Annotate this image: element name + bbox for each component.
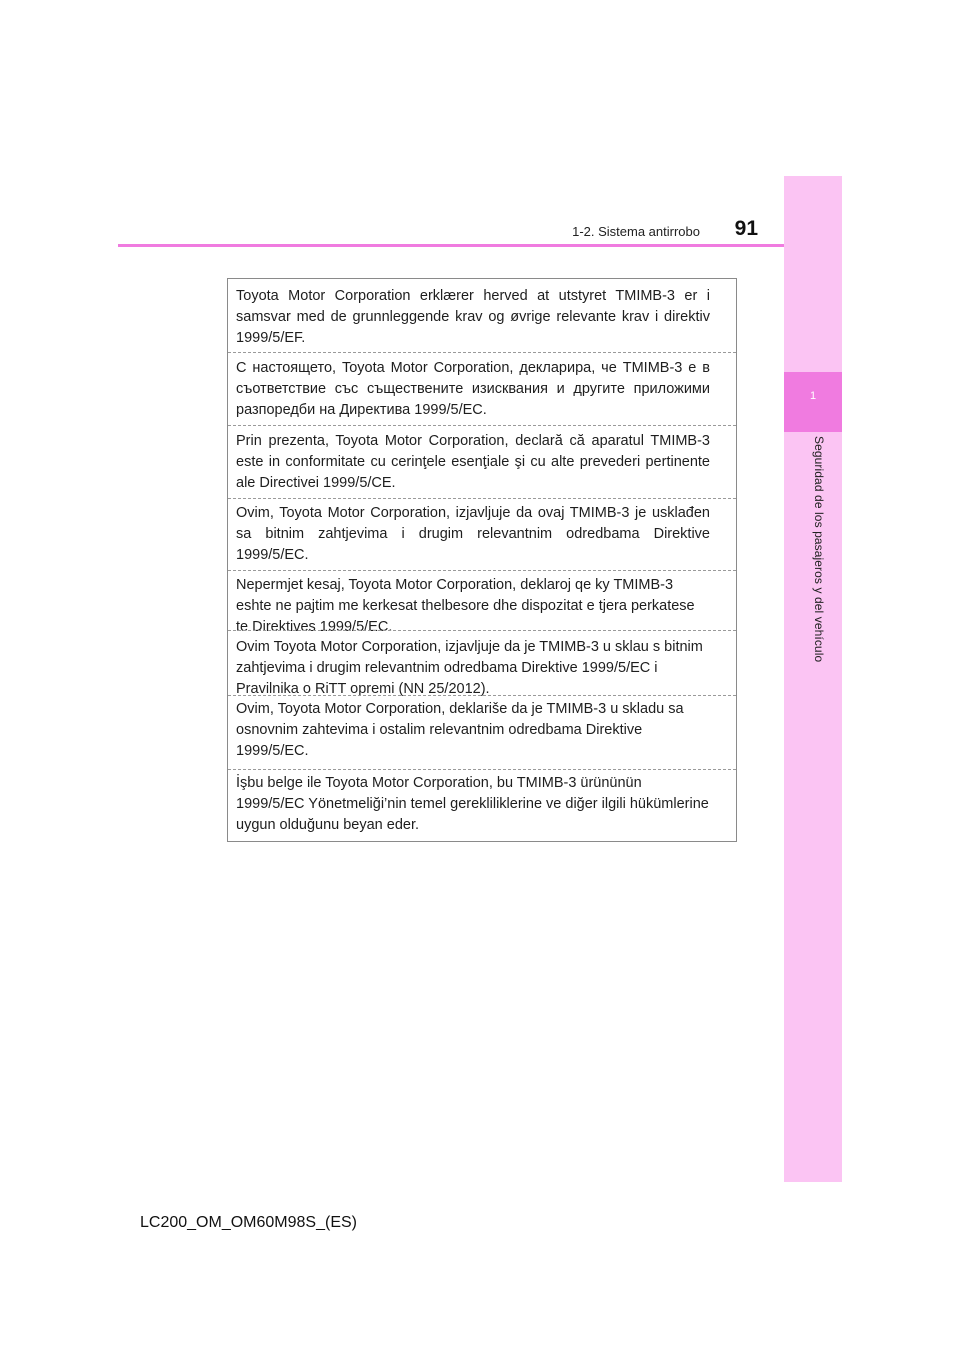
section-title: 1-2. Sistema antirrobo [572,224,700,239]
declaration-serbian: Ovim, Toyota Motor Corporation, deklariše da je TMIMB-3 u skladu sa osnovnim zahtevima i ostalim relevantnim odredbama Direktive 1999/5/EC. [236,701,684,759]
declaration-bosnian: Ovim, Toyota Motor Corporation, izjavljuje da ovaj TMIMB-3 je usklađen sa bitnim zahtjevima i drugim relevantnim odredbama Direktive 1999/5/EC. [236,505,710,563]
separator [228,352,736,353]
document-code: LC200_OM_OM60M98S_(ES) [140,1214,357,1231]
separator [228,695,736,696]
page-number: 91 [734,217,758,240]
declaration-norwegian: Toyota Motor Corporation erklærer herved at utstyret TMIMB-3 er i samsvar med de grunnleggende krav og øvrige relevante krav i direktiv 1999/5/EF. [236,288,710,346]
declaration-bulgarian: С настоящето, Toyota Motor Corporation, декларира, че TMIMB-3 е в съответствие със съществените изисквания и другите приложими разпоредби на Директива 1999/5/EC. [236,360,710,418]
separator [228,425,736,426]
separator [228,769,736,770]
header-rule [118,244,784,247]
chapter-number: 1 [809,390,817,402]
separator [228,570,736,571]
declarations-box [227,278,737,842]
declaration-turkish: İşbu belge ile Toyota Motor Corporation, bu TMIMB-3 ürününün 1999/5/EC Yönetmeliği’nin temel gerekliliklerine ve diğer ilgili hükümlerine uygun olduğunu beyan eder. [236,775,709,833]
declaration-romanian: Prin prezenta, Toyota Motor Corporation, declară că aparatul TMIMB-3 este in conformitate cu cerinţele esenţiale şi cu alte prevederi pertinente ale Directivei 1999/5/CE. [236,433,710,491]
chapter-number-tab[interactable] [784,372,842,432]
separator [228,498,736,499]
declaration-croatian: Ovim Toyota Motor Corporation, izjavljuje da je TMIMB-3 u sklau s bitnim zahtjevima i drugim relevantnim odredbama Direktive 1999/5/EC i Pravilnika o RiTT opremi (NN 25/2012). [236,639,703,697]
declaration-albanian: Nepermjet kesaj, Toyota Motor Corporation, deklaroj qe ky TMIMB-3 eshte ne pajtim me kerkesat thelbesore dhe dispozitat e tjera perkatese te Direktives 1999/5/EC. [236,577,695,635]
chapter-title: Seguridad de los pasajeros y del vehículo [812,436,826,663]
separator [228,630,736,631]
